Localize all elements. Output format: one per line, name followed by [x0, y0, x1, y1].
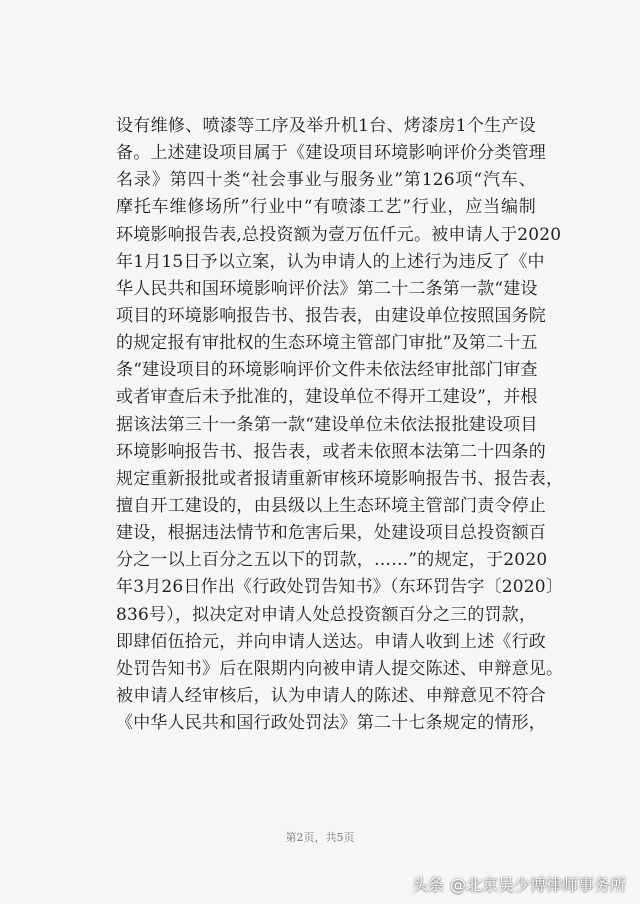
body-line: 华人民共和国环境影响评价法》第二十二条第一款“建设 [116, 278, 538, 299]
page-number-footer: 第2页，共5页 [285, 831, 355, 844]
body-line: 设有维修、喷漆等工序及举升机1台、烤漆房1个生产设 [116, 116, 536, 136]
body-line: 摩托车维修场所”行业中“有喷漆工艺”行业，应当编制 [116, 197, 536, 218]
watermark-account: @北京吴少博律师事务所 [449, 874, 626, 894]
body-line: 备。上述建设项目属于《建设项目环境影响评价分类管理 [116, 143, 546, 164]
body-line: 环境影响报告表,总投资额为壹万伍仟元。被申请人于2020 [116, 224, 562, 245]
body-line: 《中华人民共和国行政处罚法》第二十七条规定的情形， [116, 713, 546, 734]
document-body [116, 113, 564, 737]
body-line: 年1月15日予以立案，认为申请人的上述行为违反了《中 [116, 251, 545, 272]
body-line: 处罚告知书》后在限期内向被申请人提交陈述、申辩意见。 [116, 658, 564, 679]
body-line: 名录》第四十类“社会事业与服务业”第126项“汽车、 [116, 170, 536, 191]
body-line: 条“建设项目的环境影响评价文件未依法经审批部门审查 [116, 360, 538, 381]
watermark-platform: 头条 [411, 874, 444, 894]
platform-watermark [412, 870, 626, 896]
body-line: 据该法第三十一条第一款“建设单位未依法报批建设项目 [116, 414, 538, 435]
body-line: 环境影响报告书、报告表，或者未依照本法第二十四条的 [116, 441, 546, 462]
body-line: 被申请人经审核后，认为申请人的陈述、申辩意见不符合 [116, 685, 546, 706]
body-line: 分之一以上百分之五以下的罚款，……”的规定，于2020 [116, 550, 548, 571]
body-line: 项目的环境影响报告书、报告表，由建设单位按照国务院 [116, 305, 546, 326]
body-line: 建设，根据违法情节和危害后果，处建设项目总投资额百 [116, 523, 546, 544]
body-line: 擅自开工建设的，由县级以上生态环境主管部门责令停止 [116, 495, 546, 516]
body-line: 836号），拟决定对申请人处总投资额百分之三的罚款， [116, 604, 537, 625]
body-line: 年3月26日作出《行政处罚告知书》（东环罚告字〔2020〕 [116, 577, 564, 598]
body-line: 即肆佰伍拾元，并向申请人送达。申请人收到上述《行政 [116, 631, 546, 652]
body-line: 或者审查后未予批准的，建设单位不得开工建设”，并根 [116, 387, 538, 408]
body-line: 规定重新报批或者报请重新审核环境影响报告书、报告表， [116, 468, 564, 489]
body-line: 的规定报有审批权的生态环境主管部门审批”及第二十五 [116, 333, 538, 354]
